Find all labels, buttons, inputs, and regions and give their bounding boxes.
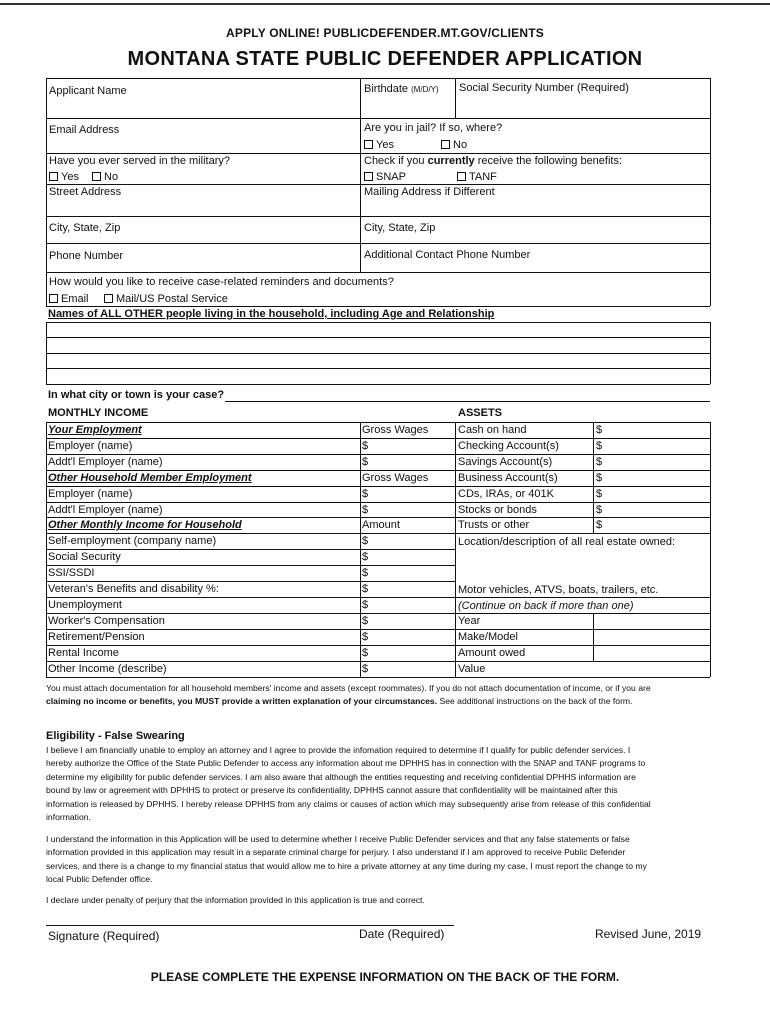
military-no-checkbox[interactable]: [92, 172, 101, 181]
asset-row-label: Trusts or other: [458, 519, 530, 531]
snap-checkbox[interactable]: [364, 172, 373, 181]
applicant-name-field[interactable]: Applicant Name: [49, 85, 127, 97]
paragraph-line: information.: [46, 812, 91, 823]
asset-row-divider: [455, 438, 710, 439]
income-amount-field[interactable]: $: [362, 440, 369, 452]
income-row-label: Self-employment (company name): [48, 535, 217, 547]
eligibility-paragraph-2: [46, 833, 736, 887]
income-row-divider: [46, 645, 455, 646]
income-amount-field[interactable]: $: [362, 504, 369, 516]
asset-row-divider: [455, 502, 710, 503]
income-row-label: Other Monthly Income for Household: [48, 519, 242, 531]
snap-label: SNAP: [376, 171, 406, 183]
reminder-mail-option[interactable]: [104, 293, 228, 306]
income-row-label: Other Household Member Employment: [48, 472, 252, 484]
monthly-income-heading: MONTHLY INCOME: [48, 407, 149, 419]
income-row-label: Unemployment: [48, 599, 122, 611]
paragraph-line: determine my eligibility for public defender services. I am also aware that although the entities requesting and receiving confidential DPHHS information are: [46, 771, 636, 782]
asset-row-divider: [455, 517, 710, 518]
income-row-divider: [46, 502, 455, 503]
income-row-label: Worker's Compensation: [48, 615, 165, 627]
benefits-suffix: receive the following benefits:: [474, 155, 623, 167]
income-amount-field[interactable]: $: [362, 663, 369, 675]
reminder-email-checkbox[interactable]: [49, 294, 58, 303]
income-row-divider: [46, 565, 455, 566]
income-row-divider: [46, 613, 455, 614]
income-amount-field[interactable]: $: [362, 551, 369, 563]
apply-online-banner: APPLY ONLINE! PUBLICDEFENDER.MT.GOV/CLIENTS: [226, 26, 544, 40]
paragraph-line: hereby authorize the Office of the State Public Defender to access any information about me DPHHS has in connection with the SNAP and TANF programs to: [46, 758, 646, 769]
military-no-option[interactable]: [92, 171, 118, 184]
continue-note: (Continue on back if more than one): [458, 600, 634, 612]
income-row-divider: [46, 517, 455, 518]
vehicle-field-3[interactable]: Value: [458, 663, 486, 675]
birthdate-format: (M/D/Y): [411, 85, 439, 94]
phone-number-field[interactable]: Phone Number: [49, 250, 123, 262]
documentation-note-line2: [46, 695, 736, 708]
income-amount-field[interactable]: Gross Wages: [362, 424, 429, 436]
signature-line[interactable]: [46, 925, 454, 926]
income-amount-field[interactable]: $: [362, 647, 369, 659]
date-label: Date (Required): [359, 927, 445, 941]
income-amount-field[interactable]: $: [362, 488, 369, 500]
asset-amount-field[interactable]: $: [596, 488, 603, 500]
income-row-label: Employer (name): [48, 488, 133, 500]
household-heading: Names of ALL OTHER people living in the household, including Age and Relationship: [48, 308, 495, 320]
asset-amount-field[interactable]: $: [596, 504, 603, 516]
income-row-label: Addt'l Employer (name): [48, 456, 163, 468]
income-amount-field[interactable]: $: [362, 583, 369, 595]
mailing-address-field[interactable]: Mailing Address if Different: [364, 186, 495, 198]
asset-row-label: CDs, IRAs, or 401K: [458, 488, 554, 500]
income-amount-field[interactable]: $: [362, 615, 369, 627]
income-row-label: SSI/SSDI: [48, 567, 95, 579]
tanf-label: TANF: [469, 171, 497, 183]
perjury-declaration: I declare under penalty of perjury that the information provided in this application is true and correct.: [46, 895, 425, 905]
income-row-divider: [46, 581, 455, 582]
military-yes-option[interactable]: [49, 171, 79, 184]
income-row-divider: [46, 438, 455, 439]
documentation-note: [46, 682, 736, 709]
vehicle-row-divider: [455, 661, 710, 662]
income-row-label: Rental Income: [48, 647, 119, 659]
signature-label: Signature (Required): [48, 929, 160, 943]
military-yes-label: Yes: [61, 171, 79, 183]
household-member-row-4[interactable]: [46, 369, 710, 384]
asset-row-divider: [455, 470, 710, 471]
email-address-field[interactable]: Email Address: [49, 124, 120, 136]
asset-row-label: Stocks or bonds: [458, 504, 537, 516]
reminder-mail-checkbox[interactable]: [104, 294, 113, 303]
jail-yes-option[interactable]: [364, 139, 394, 152]
reminders-question-label: How would you like to receive case-related reminders and documents?: [49, 276, 394, 288]
benefits-emphasis: currently: [427, 155, 475, 167]
jail-yes-label: Yes: [376, 139, 394, 151]
asset-amount-field[interactable]: $: [596, 440, 603, 452]
documentation-note-emphasis: claiming no income or benefits, you MUST provide a written explanation of your circumstances.: [46, 696, 438, 707]
street-address-field[interactable]: Street Address: [49, 186, 122, 198]
paragraph-line: I believe I am financially unable to employ an attorney and I agree to provide the infomation required to determine if I qualify for public defender services. I: [46, 745, 631, 755]
income-row-label: Addt'l Employer (name): [48, 504, 163, 516]
vehicle-row-divider: [455, 629, 710, 630]
city-state-zip-field[interactable]: City, State, Zip: [49, 222, 121, 234]
case-city-line[interactable]: [225, 401, 710, 402]
paragraph-line: information is released by DPHHS. I hereby release DPHHS from any claims or causes of action which may subsequently arise from release of this confidential: [46, 798, 651, 809]
income-row-divider: [46, 661, 455, 662]
income-row-label: Veteran's Benefits and disability %:: [48, 583, 219, 595]
benefits-question-label: [364, 155, 622, 168]
tanf-checkbox[interactable]: [457, 172, 466, 181]
documentation-note-line1: You must attach documentation for all household members' income and assets (except roommates). If you do not attach documentation of income, or if you are: [46, 683, 651, 693]
asset-row-label: Business Account(s): [458, 472, 558, 484]
income-row-label: Employer (name): [48, 440, 133, 452]
mailing-city-state-zip-field[interactable]: City, State, Zip: [364, 222, 436, 234]
income-amount-field[interactable]: $: [362, 456, 369, 468]
eligibility-heading: Eligibility - False Swearing: [46, 730, 185, 742]
income-row-divider: [46, 597, 455, 598]
vehicle-row-divider: [455, 645, 710, 646]
top-rule: [0, 3, 770, 5]
income-row-divider: [46, 486, 455, 487]
household-member-row-1[interactable]: [46, 323, 710, 338]
income-amount-field[interactable]: $: [362, 631, 369, 643]
income-amount-field[interactable]: $: [362, 535, 369, 547]
asset-amount-field[interactable]: $: [596, 424, 603, 436]
asset-row-label: Checking Account(s): [458, 440, 559, 452]
household-member-row-3[interactable]: [46, 354, 710, 369]
vehicle-row-divider: [455, 613, 710, 614]
military-yes-checkbox[interactable]: [49, 172, 58, 181]
paragraph-line: local Public Defender office.: [46, 874, 153, 885]
income-row-divider: [46, 533, 455, 534]
expense-reminder-footer: PLEASE COMPLETE THE EXPENSE INFORMATION ON THE BACK OF THE FORM.: [150, 970, 620, 984]
income-row-label: Your Employment: [48, 424, 142, 436]
snap-option[interactable]: [364, 171, 406, 184]
additional-phone-field[interactable]: Additional Contact Phone Number: [364, 249, 531, 261]
jail-yes-checkbox[interactable]: [364, 140, 373, 149]
paragraph-line: I understand the information in this Application will be used to determine whether I receive Public Defender services and that any false statements or false: [46, 834, 630, 844]
income-amount-field[interactable]: Gross Wages: [362, 472, 429, 484]
vehicle-field-0[interactable]: Year: [458, 615, 481, 627]
jail-no-option[interactable]: [441, 139, 467, 152]
jail-no-checkbox[interactable]: [441, 140, 450, 149]
vehicle-field-2[interactable]: Amount owed: [458, 647, 526, 659]
asset-amount-field[interactable]: $: [596, 472, 603, 484]
asset-row-divider: [455, 486, 710, 487]
vehicles-label: Motor vehicles, ATVS, boats, trailers, etc.: [458, 584, 659, 596]
income-row-divider: [46, 549, 455, 550]
assets-heading: ASSETS: [458, 407, 503, 419]
asset-row-label: Cash on hand: [458, 424, 527, 436]
benefits-prefix: Check if you: [364, 155, 428, 167]
case-city-question: In what city or town is your case?: [48, 389, 225, 401]
revised-date: Revised June, 2019: [595, 927, 702, 941]
reminder-mail-label: Mail/US Postal Service: [116, 293, 228, 305]
documentation-note-rest: See additional instructions on the back of the form.: [437, 696, 633, 707]
reminder-email-label: Email: [61, 293, 89, 305]
income-amount-field[interactable]: $: [362, 599, 369, 611]
birthdate-label: Birthdate: [364, 83, 409, 95]
ssn-field[interactable]: Social Security Number (Required): [459, 82, 629, 94]
vehicle-field-1[interactable]: Make/Model: [458, 631, 518, 643]
military-no-label: No: [104, 171, 119, 183]
asset-amount-field[interactable]: $: [596, 456, 603, 468]
income-row-divider: [46, 470, 455, 471]
income-row-divider: [46, 454, 455, 455]
household-member-row-2[interactable]: [46, 338, 710, 353]
asset-row-label: Savings Account(s): [458, 456, 553, 468]
tanf-option[interactable]: [457, 171, 497, 184]
income-row-label: Social Security: [48, 551, 121, 563]
income-row-divider: [46, 629, 455, 630]
jail-no-label: No: [453, 139, 468, 151]
income-amount-field[interactable]: $: [362, 567, 369, 579]
asset-amount-field[interactable]: $: [596, 519, 603, 531]
income-row-label: Other Income (describe): [48, 663, 167, 675]
paragraph-line: information provided in this application may result in a separate criminal charge for perjury. I also understand if I am approved to receive Public Defender: [46, 847, 626, 858]
birthdate-field[interactable]: [364, 83, 439, 96]
paragraph-line: bound by law or agreement with DPHHS to protect or preserve its confidentiality, DPHHS cannot assure that confidentiality will be maintained after this: [46, 785, 618, 796]
reminder-email-option[interactable]: [49, 293, 89, 306]
asset-row-divider: [455, 454, 710, 455]
paragraph-line: services, and there is a change to my financial status that would allow me to hire a private attorney at any time during my case, I must report the change to my: [46, 860, 647, 871]
military-question-label: Have you ever served in the military?: [49, 155, 230, 167]
eligibility-paragraph-1: [46, 744, 736, 824]
real-estate-field[interactable]: Location/description of all real estate owned:: [458, 536, 676, 548]
income-amount-field[interactable]: Amount: [362, 519, 400, 531]
page-title: MONTANA STATE PUBLIC DEFENDER APPLICATION: [127, 48, 643, 70]
jail-question-label: Are you in jail? If so, where?: [364, 122, 503, 134]
income-row-label: Retirement/Pension: [48, 631, 145, 643]
